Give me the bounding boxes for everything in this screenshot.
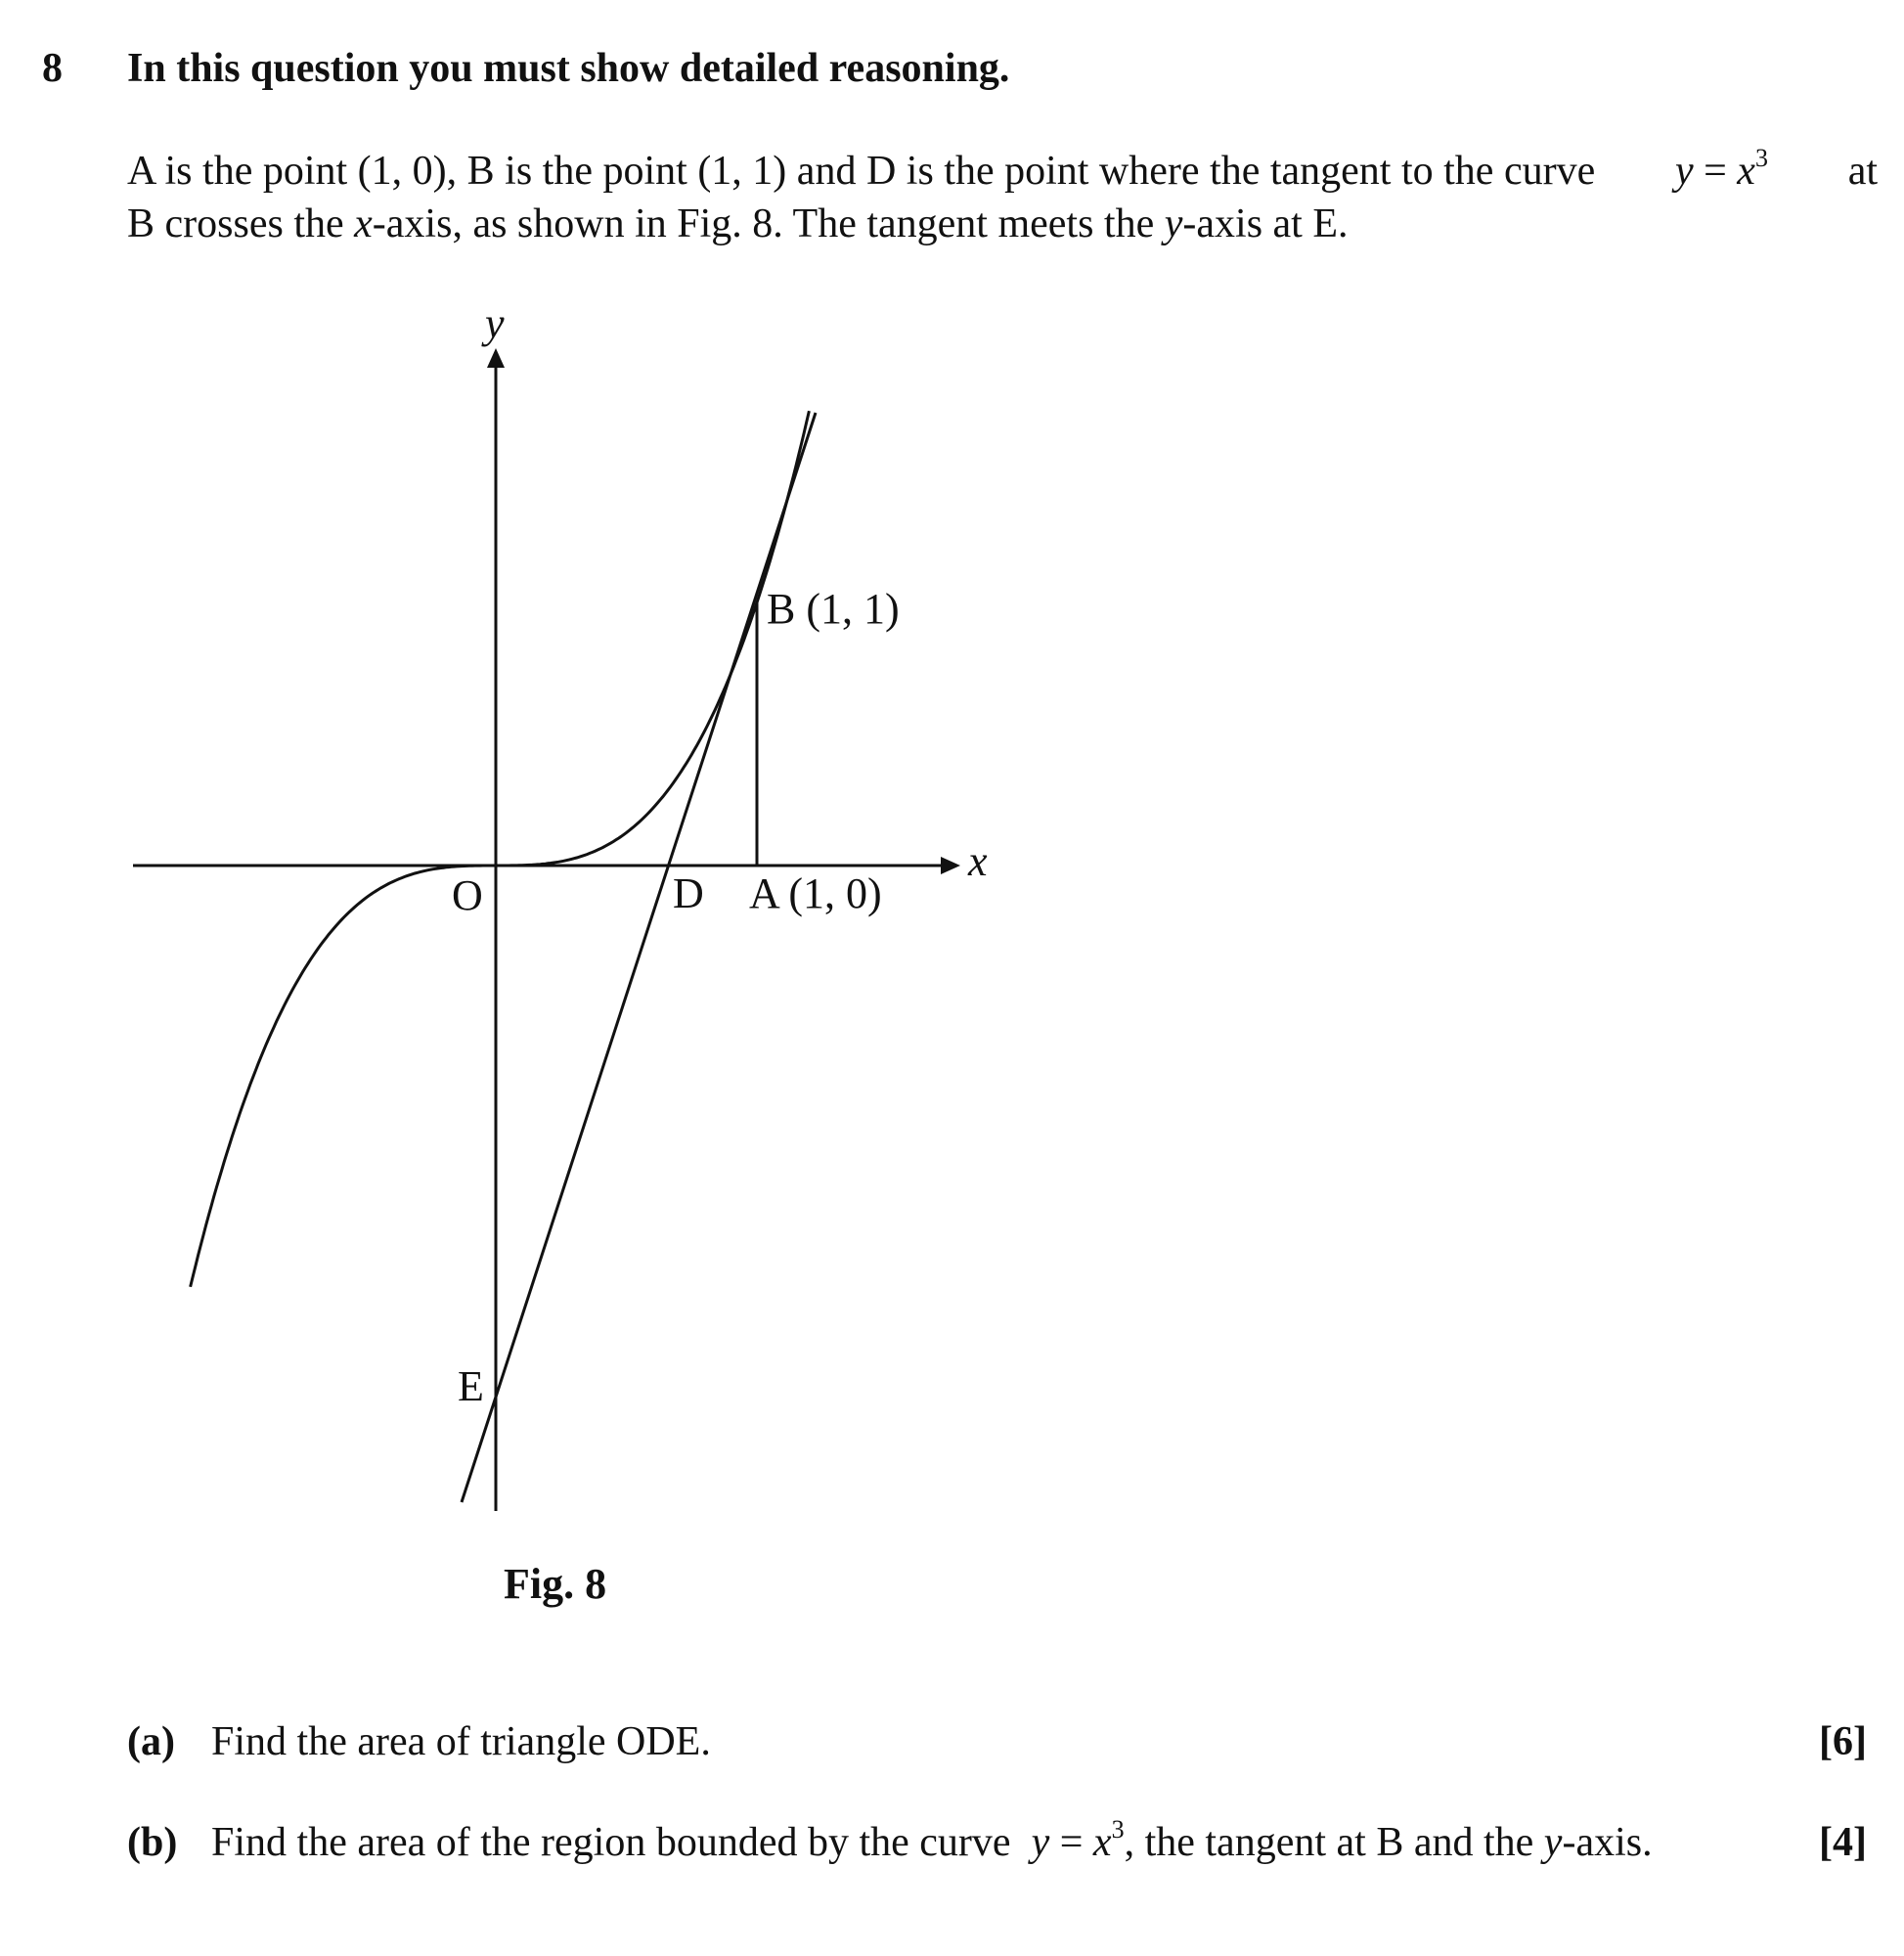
question-number: 8 (42, 46, 63, 91)
part-b-label: (b) (127, 1820, 178, 1865)
label-O: O (452, 871, 483, 919)
intro-x: x (354, 201, 373, 246)
part-a-marks: [6] (1819, 1719, 1867, 1764)
eq-x: x (1737, 149, 1755, 194)
question-instruction: In this question you must show detailed reasoning. (127, 46, 1010, 91)
part-b-marks: [4] (1819, 1820, 1867, 1865)
figure-caption: Fig. 8 (504, 1560, 607, 1608)
tangent-line (462, 413, 816, 1502)
label-E: E (458, 1362, 484, 1410)
eq-y: y (1674, 149, 1694, 194)
eq-equals: = (1693, 149, 1738, 194)
intro-text-2a: B crosses the (127, 201, 355, 246)
label-A: A (1, 0) (749, 869, 882, 917)
part-b-eq-x: x (1092, 1820, 1112, 1865)
y-axis-label: y (485, 299, 505, 347)
part-b-text-c: -axis. (1562, 1820, 1653, 1865)
intro-text-at: at (1847, 149, 1878, 194)
x-axis-label: x (968, 837, 988, 885)
label-D: D (673, 869, 704, 917)
part-b-eq-equals: = (1049, 1820, 1093, 1865)
part-b (127, 1815, 1653, 1866)
part-b-eq-exponent: 3 (1111, 1815, 1125, 1844)
part-b-text-b: , the tangent at B and the (1124, 1820, 1544, 1865)
label-B: B (1, 1) (767, 585, 900, 633)
y-axis-arrow (487, 348, 505, 368)
part-a-label: (a) (127, 1719, 175, 1764)
intro-text-2c: -axis at E. (1182, 201, 1349, 246)
intro-y: y (1164, 201, 1183, 246)
part-b-y: y (1543, 1820, 1563, 1865)
intro-text-1: A is the point (1, 0), B is the point (1, 1) and D is the point where the tangent to the curve (127, 149, 1596, 194)
x-axis-arrow (941, 857, 960, 874)
intro-text-2b: -axis, as shown in Fig. 8. The tangent meets the (372, 201, 1165, 246)
part-b-eq-y: y (1031, 1820, 1050, 1865)
part-a (127, 1718, 711, 1765)
cubic-curve (191, 411, 810, 1287)
part-b-text-a: Find the area of the region bounded by the curve (211, 1820, 1011, 1865)
part-a-text: Find the area of triangle ODE. (211, 1719, 711, 1764)
eq-exponent: 3 (1754, 144, 1768, 172)
